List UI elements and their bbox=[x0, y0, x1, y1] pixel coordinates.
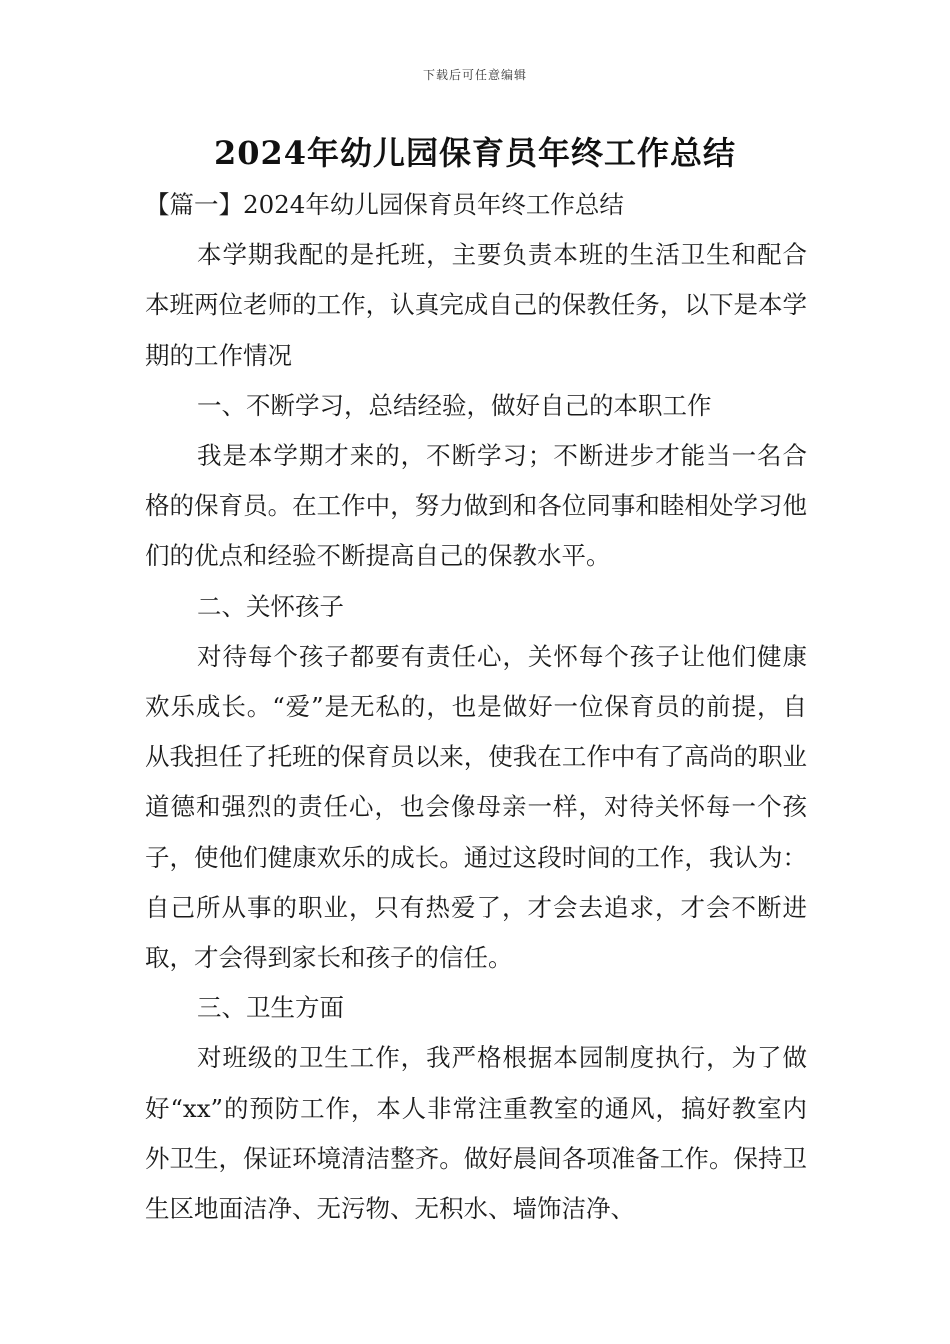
document-title: 2024年幼儿园保育员年终工作总结 bbox=[213, 134, 737, 172]
heading-hygiene: 三、卫生方面 bbox=[197, 993, 344, 1023]
paragraph-hygiene: 对班级的卫生工作，我严格根据本园制度执行，为了做好“xx”的预防工作，本人非常注重教室的通风，搞好教室内外卫生，保证环境清洁整齐。做好晨间各项准备工作。保持卫生区地面洁净、无污物、无积水、墙饰洁净、 bbox=[145, 1043, 807, 1224]
paragraph-learning: 我是本学期才来的，不断学习；不断进步才能当一名合格的保育员。在工作中，努力做到和各位同事和睦相处学习他们的优点和经验不断提高自己的保教水平。 bbox=[145, 441, 807, 571]
heading-learning: 一、不断学习，总结经验，做好自己的本职工作 bbox=[197, 390, 712, 420]
document-body bbox=[145, 180, 807, 1234]
paragraph-intro: 本学期我配的是托班，主要负责本班的生活卫生和配合本班两位老师的工作，认真完成自己的保教任务，以下是本学期的工作情况 bbox=[145, 240, 807, 370]
section-heading: 【篇一】2024年幼儿园保育员年终工作总结 bbox=[145, 190, 624, 219]
heading-care: 二、关怀孩子 bbox=[197, 591, 344, 621]
page-header: 下载后可任意编辑 bbox=[422, 68, 527, 82]
paragraph-care: 对待每个孩子都要有责任心，关怀每个孩子让他们健康欢乐成长。“爱”是无私的，也是做好一位保育员的前提，自从我担任了托班的保育员以来，使我在工作中有了高尚的职业道德和强烈的责任心，也会像母亲一样，对待关怀每一个孩子，使他们健康欢乐的成长。通过这段时间的工作，我认为：自己所从事的职业，只有热爱了，才会去追求，才会不断进取，才会得到家长和孩子的信任。 bbox=[145, 641, 807, 973]
